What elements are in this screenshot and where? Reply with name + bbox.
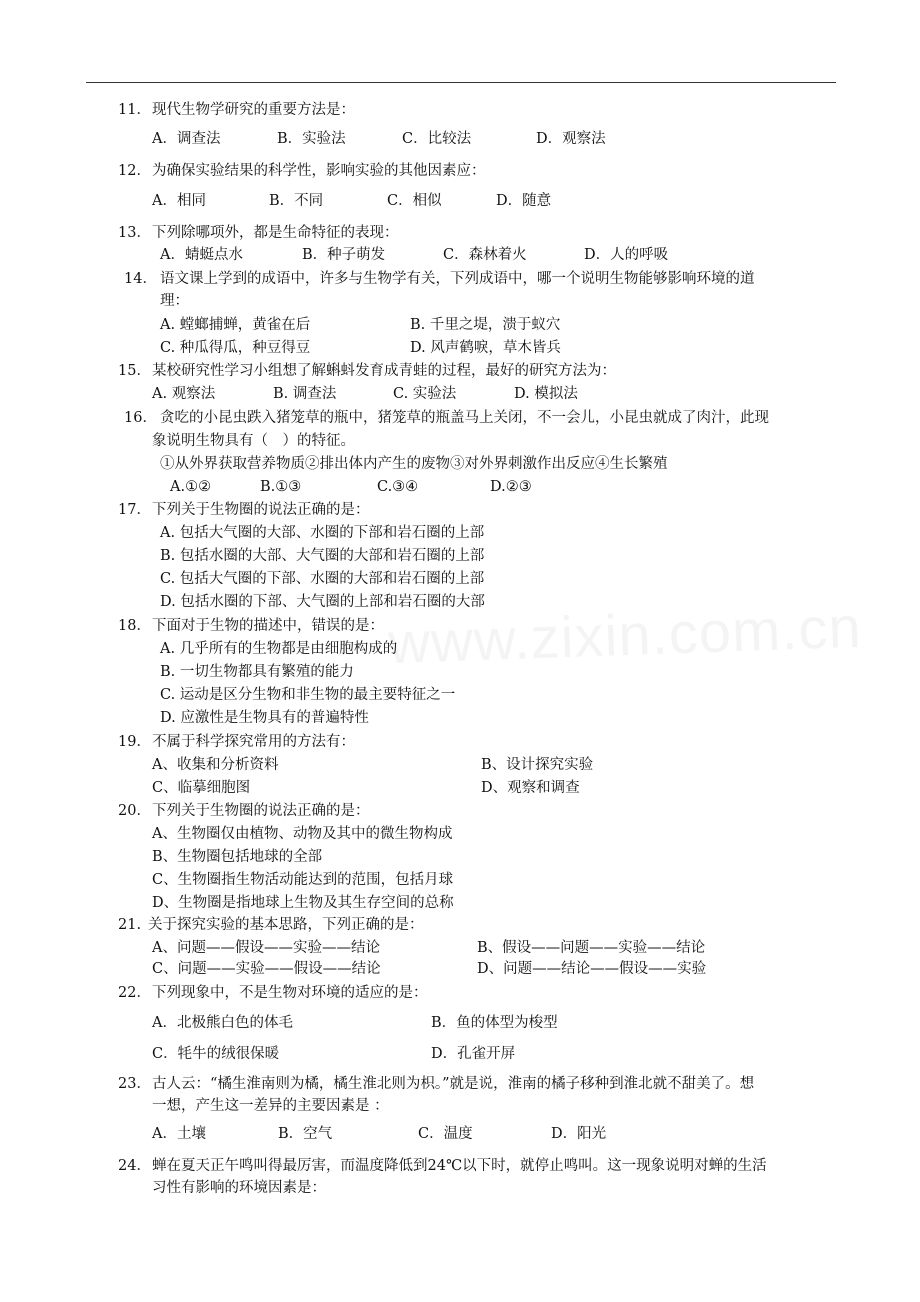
question-stem: 下列现象中，不是生物对环境的适应的是： — [152, 985, 428, 1001]
option-b: B. 一切生物都具有繁殖的能力 — [160, 664, 354, 680]
option-d: D．随意 — [496, 193, 552, 209]
option-a: A．相同 — [152, 193, 206, 209]
question-stem: 不属于科学探究常用的方法有： — [152, 734, 355, 750]
question-number: 17． — [118, 502, 151, 518]
question-stem: 贪吃的小昆虫跌入猪笼草的瓶中，猪笼草的瓶盖马上关闭，不一会儿，小昆虫就成了肉汁，此现 — [160, 410, 769, 426]
question-number: 24． — [118, 1158, 151, 1174]
option-d: D、观察和调查 — [481, 780, 580, 796]
option-d: D. 风声鹤唳，草木皆兵 — [410, 340, 561, 356]
option-b: B．不同 — [269, 193, 324, 209]
question-number: 15． — [118, 363, 151, 379]
option-c: C．牦牛的绒很保暖 — [152, 1046, 280, 1062]
question-number: 20． — [118, 803, 151, 819]
question-stem: 关于探究实验的基本思路，下列正确的是： — [148, 917, 424, 933]
option-b: B. 包括水圈的大部、大气圈的大部和岩石圈的上部 — [160, 548, 485, 564]
option-d: D．人的呼吸 — [584, 247, 669, 263]
option-c: C. 种瓜得瓜，种豆得豆 — [160, 340, 311, 356]
question-stem: 下列除哪项外，都是生命特征的表现： — [152, 225, 399, 241]
option-d: D、问题——结论——假设——实验 — [477, 961, 707, 977]
option-a: A. 包括大气圈的大部、水圈的下部和岩石圈的上部 — [160, 525, 485, 541]
option-c: C．相似 — [387, 193, 442, 209]
option-d: D．观察法 — [536, 131, 606, 147]
option-d: D. 应激性是生物具有的普遍特性 — [160, 710, 369, 726]
option-a: A．土壤 — [152, 1126, 206, 1142]
question-number: 18． — [118, 618, 151, 634]
option-c: C. 运动是区分生物和非生物的最主要特征之一 — [160, 687, 456, 703]
question-stem: 为确保实验结果的科学性，影响实验的其他因素应： — [152, 163, 486, 179]
question-stem: 古人云：“橘生淮南则为橘，橘生淮北则为枳。”就是说，淮南的橘子移种到淮北就不甜美了。想 — [152, 1076, 755, 1092]
option-b: B.①③ — [260, 479, 302, 495]
option-d: D．阳光 — [551, 1126, 607, 1142]
question-number: 21. — [118, 917, 142, 933]
option-c: C．比较法 — [402, 131, 472, 147]
header-rule — [86, 82, 836, 83]
question-number: 13． — [118, 225, 151, 241]
option-b: B．种子萌发 — [302, 247, 386, 263]
option-b: B．空气 — [278, 1126, 333, 1142]
option-b: B．鱼的体型为梭型 — [431, 1015, 558, 1031]
question-number: 14． — [124, 271, 157, 287]
option-d: D. 模拟法 — [514, 386, 578, 402]
option-c: C. 实验法 — [393, 386, 457, 402]
option-a: A. 几乎所有的生物都是由细胞构成的 — [160, 641, 398, 657]
question-stem: 蝉在夏天正午鸣叫得最厉害，而温度降低到24℃以下时，就停止鸣叫。这一现象说明对蝉的生活 — [152, 1158, 767, 1174]
option-a: A．北极熊白色的体毛 — [152, 1015, 293, 1031]
question-stem-continued: 一想，产生这一差异的主要因素是 ： — [152, 1098, 389, 1114]
option-b: B．实验法 — [277, 131, 346, 147]
option-b: B. 千里之堤，溃于蚁穴 — [410, 317, 561, 333]
question-number: 19． — [118, 734, 151, 750]
question-number: 22． — [118, 985, 151, 1001]
option-c: C、问题——实验——假设——结论 — [152, 961, 381, 977]
question-number: 11． — [118, 102, 151, 118]
question-stem: 下面对于生物的描述中，错误的是： — [152, 618, 384, 634]
question-stem-continued: 习性有影响的环境因素是： — [152, 1180, 326, 1196]
option-c: C．温度 — [418, 1126, 473, 1142]
option-b: B. 调查法 — [273, 386, 337, 402]
question-stem-continued: 理： — [160, 293, 189, 309]
option-c: C. 包括大气圈的下部、水圈的大部和岩石圈的上部 — [160, 571, 485, 587]
question-number: 16． — [124, 410, 157, 426]
option-b: B、设计探究实验 — [481, 757, 594, 773]
question-number: 23． — [118, 1076, 151, 1092]
option-c: C．森林着火 — [443, 247, 527, 263]
option-a: A、收集和分析资料 — [152, 757, 279, 773]
option-a: A. 螳螂捕蝉，黄雀在后 — [160, 317, 311, 333]
option-d: D、生物圈是指地球上生物及其生存空间的总称 — [152, 895, 454, 911]
question-stem: 语文课上学到的成语中，许多与生物学有关，下列成语中，哪一个说明生物能够影响环境的道 — [160, 271, 755, 287]
option-d: D. 包括水圈的下部、大气圈的上部和岩石圈的大部 — [160, 594, 485, 610]
option-d: D.②③ — [490, 479, 532, 495]
option-a: A、问题——假设——实验——结论 — [152, 940, 380, 956]
option-a: A. 观察法 — [152, 386, 216, 402]
option-a: A.①② — [170, 479, 212, 495]
question-sub-items: ①从外界获取营养物质②排出体内产生的废物③对外界刺激作出反应④生长繁殖 — [160, 456, 668, 472]
option-a: A．蜻蜓点水 — [160, 247, 243, 263]
question-stem: 某校研究性学习小组想了解蝌蚪发育成青蛙的过程，最好的研究方法为： — [152, 363, 616, 379]
option-c: C、临摹细胞图 — [152, 780, 251, 796]
question-stem-continued: 象说明生物具有（ ）的特征。 — [152, 433, 355, 449]
option-b: B、假设——问题——实验——结论 — [477, 940, 706, 956]
question-number: 12． — [118, 163, 151, 179]
question-stem: 下列关于生物圈的说法正确的是： — [152, 803, 370, 819]
question-stem: 下列关于生物圈的说法正确的是： — [152, 502, 370, 518]
option-c: C、生物圈指生物活动能达到的范围，包括月球 — [152, 872, 454, 888]
option-a: A．调查法 — [152, 131, 221, 147]
option-c: C.③④ — [377, 479, 419, 495]
option-b: B、生物圈包括地球的全部 — [152, 849, 323, 865]
question-stem: 现代生物学研究的重要方法是： — [152, 102, 355, 118]
option-d: D．孔雀开屏 — [431, 1046, 516, 1062]
option-a: A、生物圈仅由植物、动物及其中的微生物构成 — [152, 826, 453, 842]
